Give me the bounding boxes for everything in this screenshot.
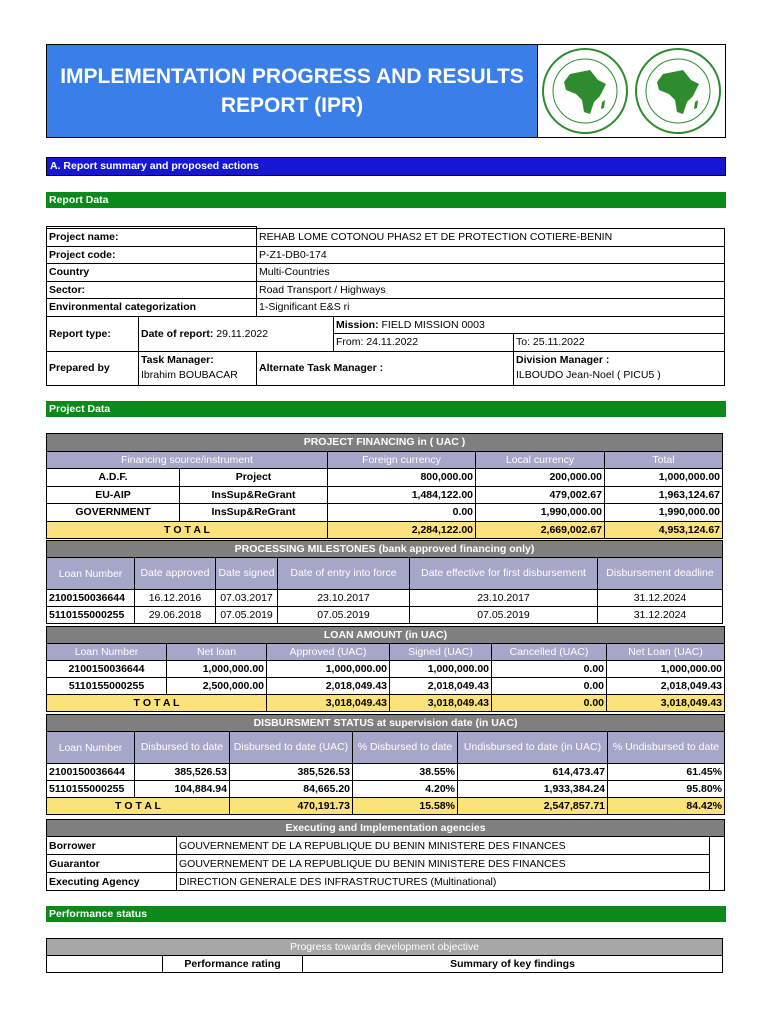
adf-logo-icon (633, 46, 723, 136)
table-row (47, 469, 723, 487)
project-data-header: Project Data (46, 401, 726, 417)
disb-col-pct-undisbursed: % Undisbursed to date (608, 732, 725, 764)
sector-value: Road Transport / Highways (257, 281, 725, 299)
loan-col-net: Net loan (167, 644, 267, 661)
loan-approved: 2,018,049.43 (267, 678, 390, 695)
loan-signed: 2,018,049.43 (390, 678, 492, 695)
disb-title: DISBURSMENT STATUS at supervision date (in UAC) (47, 715, 725, 732)
milestones-table (46, 540, 723, 624)
report-title-box (46, 44, 538, 138)
ms-col-effective: Date effective for first disbursement (410, 558, 598, 590)
agencies-table (46, 819, 725, 891)
loan-title: LOAN AMOUNT (in UAC) (47, 627, 725, 644)
loan-total-netloan: 3,018,049.43 (607, 695, 725, 712)
fin-total-total: 4,953,124.67 (605, 521, 723, 539)
disb-disbursed-uac: 84,665.20 (230, 781, 353, 798)
loan-net: 1,000,000.00 (167, 661, 267, 678)
fin-instrument: InsSup&ReGrant (180, 486, 328, 504)
disb-pct: 38.55% (353, 764, 458, 781)
loan-col-netloan: Net Loan (UAC) (607, 644, 725, 661)
ms-col-loan: Loan Number (47, 558, 135, 590)
disb-loan: 5110155000255 (47, 781, 135, 798)
table-row (47, 504, 723, 522)
task-manager-label: Task Manager: (141, 354, 214, 366)
loan-total-approved: 3,018,049.43 (267, 695, 390, 712)
report-data-header: Report Data (46, 192, 726, 208)
prepared-by-label: Prepared by (47, 351, 139, 385)
disb-col-disbursed-uac: Disbursed to date (UAC) (230, 732, 353, 764)
loan-amount-table (46, 626, 725, 712)
disb-col-disbursed: Disbursed to date (135, 732, 230, 764)
project-name-label: Project name: (47, 229, 257, 247)
loan-approved: 1,000,000.00 (267, 661, 390, 678)
date-of-report-label: Date of report: (141, 327, 214, 340)
loan-col-number: Loan Number (47, 644, 167, 661)
agency-role: Borrower (47, 837, 177, 855)
country-label: Country (47, 264, 257, 282)
mission (334, 316, 725, 334)
ms-approved: 16.12.2016 (135, 590, 216, 607)
ms-col-deadline: Disbursement deadline (598, 558, 723, 590)
logos (538, 44, 726, 138)
task-manager (139, 351, 257, 385)
loan-col-signed: Signed (UAC) (390, 644, 492, 661)
fin-instrument: InsSup&ReGrant (180, 504, 328, 522)
project-code-label: Project code: (47, 246, 257, 264)
performance-rating-header: Performance rating (163, 956, 303, 973)
fin-col-total: Total (605, 451, 723, 469)
fin-col-local: Local currency (476, 451, 605, 469)
agencies-title: Executing and Implementation agencies (47, 820, 725, 837)
table-row (47, 855, 725, 873)
disb-pct-undisbursed: 95.80% (608, 781, 725, 798)
ms-col-approved: Date approved (135, 558, 216, 590)
disb-disbursed: 104,884.94 (135, 781, 230, 798)
table-row (47, 590, 723, 607)
disb-col-pct: % Disbursed to date (353, 732, 458, 764)
mission-label: Mission: (336, 318, 379, 331)
project-code-value: P-Z1-DB0-174 (257, 246, 725, 264)
fin-foreign: 0.00 (328, 504, 476, 522)
ms-col-entry: Date of entry into force (278, 558, 410, 590)
country-value: Multi-Countries (257, 264, 725, 282)
sector-label: Sector: (47, 281, 257, 299)
fin-total-label: T O T A L (47, 521, 328, 539)
disb-total-disbursed: 470,191.73 (230, 798, 353, 815)
table-row (47, 873, 725, 891)
date-of-report (139, 316, 334, 351)
loan-number: 2100150036644 (47, 661, 167, 678)
agency-role: Guarantor (47, 855, 177, 873)
ms-entry: 23.10.2017 (278, 590, 410, 607)
ms-deadline: 31.12.2024 (598, 590, 723, 607)
ms-effective: 23.10.2017 (410, 590, 598, 607)
table-row (47, 764, 725, 781)
disb-total-pct-undisbursed: 84.42% (608, 798, 725, 815)
mission-from: From: 24.11.2022 (334, 334, 514, 352)
disb-col-undisbursed: Undisbursed to date (in UAC) (458, 732, 608, 764)
afdb-logo-icon (540, 46, 630, 136)
ms-deadline: 31.12.2024 (598, 607, 723, 624)
fin-col-source: Financing source/instrument (47, 451, 328, 469)
division-manager (514, 351, 725, 385)
agency-name: GOUVERNEMENT DE LA REPUBLIQUE DU BENIN MINISTERE DES FINANCES (177, 855, 710, 873)
key-findings-header: Summary of key findings (303, 956, 723, 973)
disb-loan: 2100150036644 (47, 764, 135, 781)
disb-col-loan: Loan Number (47, 732, 135, 764)
report-type-label: Report type: (47, 316, 139, 351)
loan-signed: 1,000,000.00 (390, 661, 492, 678)
table-row (47, 781, 725, 798)
disb-total-undisbursed: 2,547,857.71 (458, 798, 608, 815)
fin-local: 1,990,000.00 (476, 504, 605, 522)
report-data-table (46, 226, 725, 386)
table-row (47, 837, 725, 855)
loan-total-cancelled: 0.00 (492, 695, 607, 712)
disb-undisbursed: 614,473.47 (458, 764, 608, 781)
loan-col-cancelled: Cancelled (UAC) (492, 644, 607, 661)
alt-task-manager-label: Alternate Task Manager : (257, 351, 514, 385)
loan-total-row (47, 695, 725, 712)
performance-table (46, 938, 723, 973)
division-manager-value: ILBOUDO Jean-Noel ( PICU5 ) (516, 369, 661, 381)
report-title-line2: REPORT (IPR) (220, 94, 364, 117)
disb-total-label: T O T A L (47, 798, 230, 815)
fin-local: 200,000.00 (476, 469, 605, 487)
financing-title: PROJECT FINANCING in ( UAC ) (47, 434, 723, 452)
loan-total-signed: 3,018,049.43 (390, 695, 492, 712)
disb-total-row (47, 798, 725, 815)
disb-disbursed: 385,526.53 (135, 764, 230, 781)
performance-title: Progress towards development objective (47, 939, 723, 956)
env-category-value: 1-Significant E&S ri (257, 299, 725, 317)
fin-instrument: Project (180, 469, 328, 487)
fin-source: GOVERNMENT (47, 504, 180, 522)
date-of-report-value: 29.11.2022 (216, 327, 269, 340)
fin-total: 1,990,000.00 (605, 504, 723, 522)
loan-cancelled: 0.00 (492, 661, 607, 678)
agency-name: GOUVERNEMENT DE LA REPUBLIQUE DU BENIN MINISTERE DES FINANCES (177, 837, 710, 855)
agency-role: Executing Agency (47, 873, 177, 891)
fin-total-foreign: 2,284,122.00 (328, 521, 476, 539)
fin-foreign: 1,484,122.00 (328, 486, 476, 504)
report-title-line1: IMPLEMENTATION PROGRESS AND RESULTS (60, 65, 524, 88)
disb-total-pct: 15.58% (353, 798, 458, 815)
disb-disbursed-uac: 385,526.53 (230, 764, 353, 781)
project-name-value: REHAB LOME COTONOU PHAS2 ET DE PROTECTION COTIERE-BENIN (257, 229, 725, 247)
loan-cancelled: 0.00 (492, 678, 607, 695)
loan-netloan: 2,018,049.43 (607, 678, 725, 695)
loan-total-label: T O T A L (47, 695, 267, 712)
ms-approved: 29.06.2018 (135, 607, 216, 624)
disb-pct: 4.20% (353, 781, 458, 798)
mission-value: FIELD MISSION 0003 (381, 318, 485, 331)
performance-header: Performance status (46, 906, 726, 922)
agency-name: DIRECTION GENERALE DES INFRASTRUCTURES (Multinational) (177, 873, 710, 891)
fin-source: EU-AIP (47, 486, 180, 504)
loan-net: 2,500,000.00 (167, 678, 267, 695)
division-manager-label: Division Manager : (516, 354, 610, 366)
fin-total: 1,000,000.00 (605, 469, 723, 487)
env-category-label: Environmental categorization (47, 299, 257, 317)
milestones-title: PROCESSING MILESTONES (bank approved financing only) (47, 541, 723, 558)
disbursement-table (46, 714, 725, 815)
loan-number: 5110155000255 (47, 678, 167, 695)
ms-loan: 2100150036644 (47, 590, 135, 607)
fin-foreign: 800,000.00 (328, 469, 476, 487)
table-row (47, 607, 723, 624)
mission-to: To: 25.11.2022 (514, 334, 725, 352)
fin-total-local: 2,669,002.67 (476, 521, 605, 539)
table-row (47, 678, 725, 695)
table-row (47, 661, 725, 678)
financing-table (46, 433, 723, 539)
fin-source: A.D.F. (47, 469, 180, 487)
fin-total-row (47, 521, 723, 539)
fin-col-foreign: Foreign currency (328, 451, 476, 469)
ms-loan: 5110155000255 (47, 607, 135, 624)
task-manager-value: Ibrahim BOUBACAR (141, 369, 238, 381)
table-row (47, 486, 723, 504)
fin-local: 479,002.67 (476, 486, 605, 504)
ms-signed: 07.03.2017 (216, 590, 278, 607)
section-a-header: A. Report summary and proposed actions (46, 157, 726, 176)
loan-col-approved: Approved (UAC) (267, 644, 390, 661)
ms-signed: 07.05.2019 (216, 607, 278, 624)
disb-undisbursed: 1,933,384.24 (458, 781, 608, 798)
loan-netloan: 1,000,000.00 (607, 661, 725, 678)
ms-effective: 07.05.2019 (410, 607, 598, 624)
ms-col-signed: Date signed (216, 558, 278, 590)
disb-pct-undisbursed: 61.45% (608, 764, 725, 781)
ms-entry: 07.05.2019 (278, 607, 410, 624)
fin-total: 1,963,124.67 (605, 486, 723, 504)
